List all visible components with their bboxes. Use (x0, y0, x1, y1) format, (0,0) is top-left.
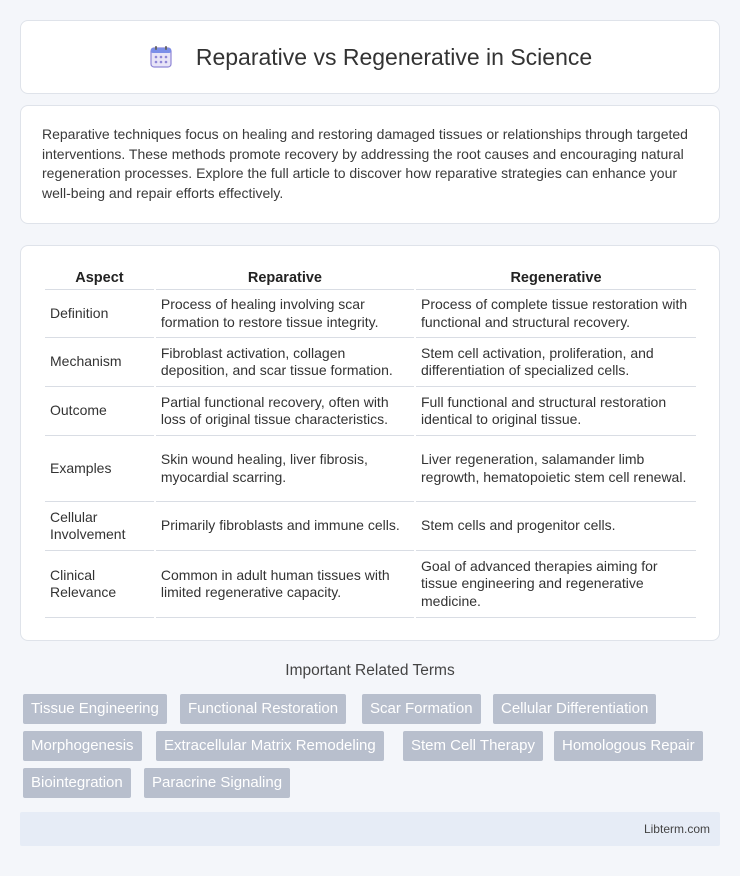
comparison-table (43, 266, 698, 618)
footer-site-link[interactable]: Libterm.com (643, 822, 710, 836)
aspect-cell: Mechanism (45, 338, 154, 387)
reparative-cell: Common in adult human tissues with limited regenerative capacity. (156, 551, 414, 618)
aspect-cell: Cellular Involvement (45, 502, 154, 551)
table-row (45, 290, 696, 338)
related-term-tag[interactable]: Scar Formation (362, 694, 481, 724)
title-card (20, 20, 720, 94)
related-term-tag[interactable]: Stem Cell Therapy (403, 731, 543, 761)
related-terms-heading: Important Related Terms (285, 662, 455, 679)
related-term-tag[interactable]: Cellular Differentiation (493, 694, 656, 724)
reparative-cell: Partial functional recovery, often with loss of original tissue characteristics. (156, 387, 414, 436)
reparative-cell: Process of healing involving scar formation to restore tissue integrity. (156, 290, 414, 338)
table-row (45, 436, 696, 502)
reparative-cell: Primarily fibroblasts and immune cells. (156, 502, 414, 551)
intro-text: Reparative techniques focus on healing and restoring damaged tissues or relationships through targeted interventions. These methods promote recovery by addressing the root causes and encouraging natural regeneration processes. Explore the full article to discover how reparative strategies can enhance your well-being and repair efforts effectively. (42, 126, 688, 201)
column-header-aspect: Aspect (45, 266, 154, 290)
reparative-cell: Skin wound healing, liver fibrosis, myocardial scarring. (156, 436, 414, 502)
related-term-tag[interactable]: Morphogenesis (23, 731, 142, 761)
table-row (45, 551, 696, 618)
column-header-regenerative: Regenerative (416, 266, 696, 290)
page-title: Reparative vs Regenerative in Science (195, 43, 593, 70)
regenerative-cell: Full functional and structural restoration identical to original tissue. (416, 387, 696, 436)
calendar-grid-icon (148, 44, 174, 70)
related-term-tag[interactable]: Paracrine Signaling (144, 768, 290, 798)
related-term-tag[interactable]: Tissue Engineering (23, 694, 167, 724)
regenerative-cell: Stem cell activation, proliferation, and differentiation of specialized cells. (416, 338, 696, 387)
regenerative-cell: Stem cells and progenitor cells. (416, 502, 696, 551)
regenerative-cell: Goal of advanced therapies aiming for tissue engineering and regenerative medicine. (416, 551, 696, 618)
comparison-table-card (20, 245, 720, 641)
regenerative-cell: Process of complete tissue restoration with functional and structural recovery. (416, 290, 696, 338)
aspect-cell: Clinical Relevance (45, 551, 154, 618)
regenerative-cell: Liver regeneration, salamander limb regrowth, hematopoietic stem cell renewal. (416, 436, 696, 502)
table-row (45, 338, 696, 387)
table-row (45, 387, 696, 436)
column-header-reparative: Reparative (156, 266, 414, 290)
related-term-tag[interactable]: Biointegration (23, 768, 131, 798)
aspect-cell: Examples (45, 436, 154, 502)
footer (20, 812, 720, 846)
related-term-tag[interactable]: Extracellular Matrix Remodeling (156, 731, 384, 761)
related-term-tag[interactable]: Functional Restoration (180, 694, 346, 724)
aspect-cell: Definition (45, 290, 154, 338)
reparative-cell: Fibroblast activation, collagen deposition, and scar tissue formation. (156, 338, 414, 387)
intro-card (20, 105, 720, 224)
related-term-tag[interactable]: Homologous Repair (554, 731, 703, 761)
table-row (45, 502, 696, 551)
aspect-cell: Outcome (45, 387, 154, 436)
